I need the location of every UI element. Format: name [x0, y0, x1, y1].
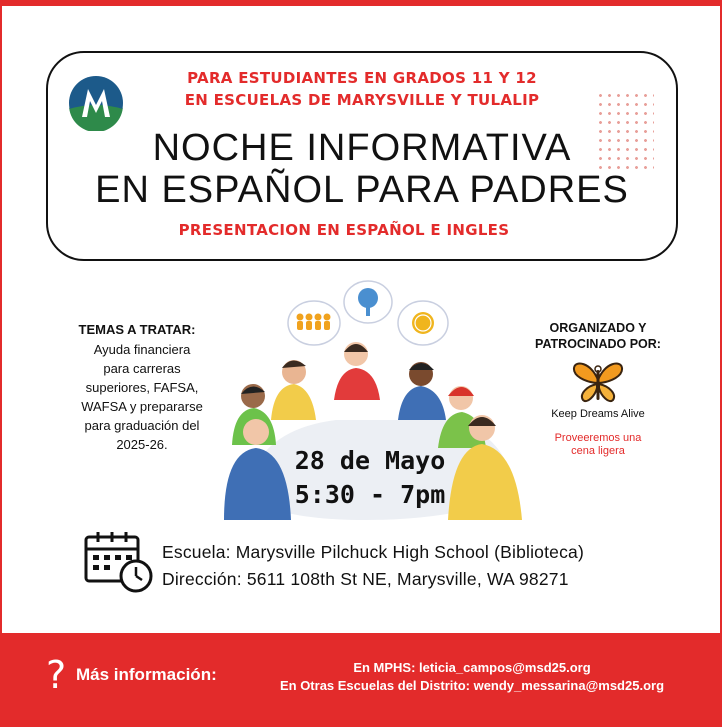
coin-bubble-icon [398, 301, 448, 345]
more-info-label: Más información: [76, 665, 217, 684]
presentation-language: PRESENTACION EN ESPAÑOL E INGLES [178, 221, 510, 239]
organizer-block [518, 320, 678, 458]
food-note: Proveeremos una cena ligera [554, 432, 642, 457]
contact-other-schools[interactable]: En Otras Escuelas del Distrito: wendy_messarina@msd25.org [279, 678, 665, 693]
event-date: 28 de Mayo [294, 446, 446, 475]
butterfly-icon [571, 358, 625, 406]
header-banner [46, 51, 678, 261]
address-line: Dirección: 5611 108th St NE, Marysville, WA 98271 [162, 569, 569, 589]
organizer-heading: ORGANIZADO Y PATROCINADO POR: [535, 321, 661, 351]
title-line1: NOCHE INFORMATIVA [152, 127, 572, 169]
top-accent-bar [2, 2, 720, 6]
subtitle-line1: PARA ESTUDIANTES EN GRADOS 11 Y 12 [187, 69, 537, 87]
topics-heading: TEMAS A TRATAR: [78, 322, 196, 337]
topics-body: Ayuda financiera para carreras superiores, FAFSA, WAFSA y prepararse para graduación del 2025-26. [81, 342, 203, 452]
question-mark-icon: ? [46, 653, 67, 697]
footer-bar [2, 633, 720, 727]
contact-mphs[interactable]: En MPHS: leticia_campos@msd25.org [353, 660, 591, 675]
event-time: 5:30 - 7pm [294, 480, 446, 509]
school-line: Escuela: Marysville Pilchuck High School (Biblioteca) [162, 542, 585, 562]
tree-bubble-icon [344, 281, 392, 323]
title-line2: EN ESPAÑOL PARA PADRES [95, 169, 629, 211]
people-bubble-icon [288, 301, 340, 345]
calendar-clock-icon [84, 529, 154, 595]
topics-block [57, 320, 217, 454]
subtitle-line2: EN ESCUELAS DE MARYSVILLE Y TULALIP [184, 91, 540, 109]
organizer-name: Keep Dreams Alive [551, 408, 645, 420]
